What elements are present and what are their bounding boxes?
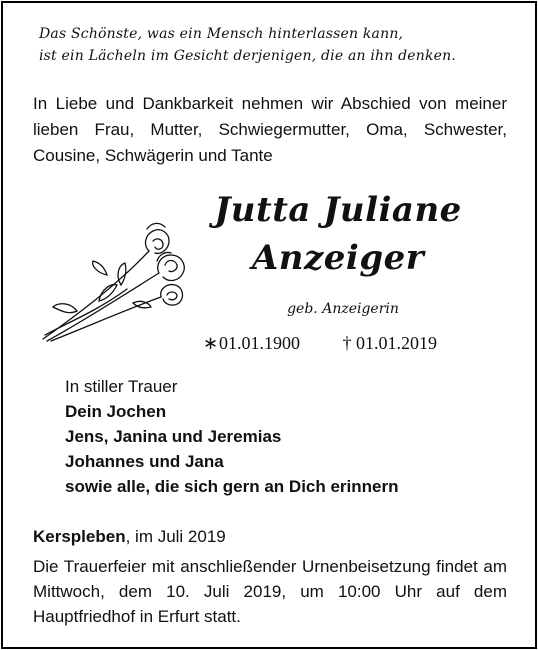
deceased-first-names: Jutta Juliane [214, 190, 462, 230]
memorial-quote [39, 23, 509, 67]
born-star-icon: ∗ [203, 333, 219, 353]
place-name: Kersplebe [33, 527, 116, 546]
born-date: 01.01.1900 [219, 333, 300, 353]
deceased-surname: Anzeiger [251, 238, 425, 278]
quote-line-2: ist ein Lächeln im Gesicht derjenigen, die an ihn denken. [39, 48, 457, 64]
cross-icon: † [342, 333, 352, 353]
mourner-line: Jens, Janina und Jeremias [65, 427, 282, 446]
mourner-line: Johannes und Jana [65, 452, 224, 471]
rose-sketch-icon [37, 215, 193, 345]
quote-line-1: Das Schönste, was ein Mensch hinterlassen kann, [39, 26, 404, 42]
funeral-notice: Die Trauerfeier mit anschließender Urnenbeisetzung findet am Mittwoch, dem 10. Juli 2019, um 10:00 Uhr auf dem Hauptfriedhof in Erfurt statt. [33, 557, 507, 626]
mourner-line: Dein Jochen [65, 402, 167, 421]
died-date: 01.01.2019 [356, 333, 437, 353]
obituary-card [1, 1, 537, 649]
mourners-block [65, 374, 485, 499]
mourner-line: sowie alle, die sich gern an Dich erinnern [65, 477, 399, 496]
life-dates [203, 330, 483, 356]
intro-text: In Liebe und Dankbarkeit nehmen wir Abschied von meiner lieben Frau, Mutter, Schwiegermutter, Oma, Schwester, Cousine, Schwägerin und Tante [33, 94, 507, 165]
date-text: , im Juli 2019 [125, 527, 226, 546]
birth-name: geb. Anzeigerin [287, 301, 399, 317]
deceased-name [203, 188, 473, 280]
place-name-suffix: n [115, 527, 126, 546]
mourners-lead: In stiller Trauer [65, 377, 178, 396]
place-date [33, 525, 507, 549]
